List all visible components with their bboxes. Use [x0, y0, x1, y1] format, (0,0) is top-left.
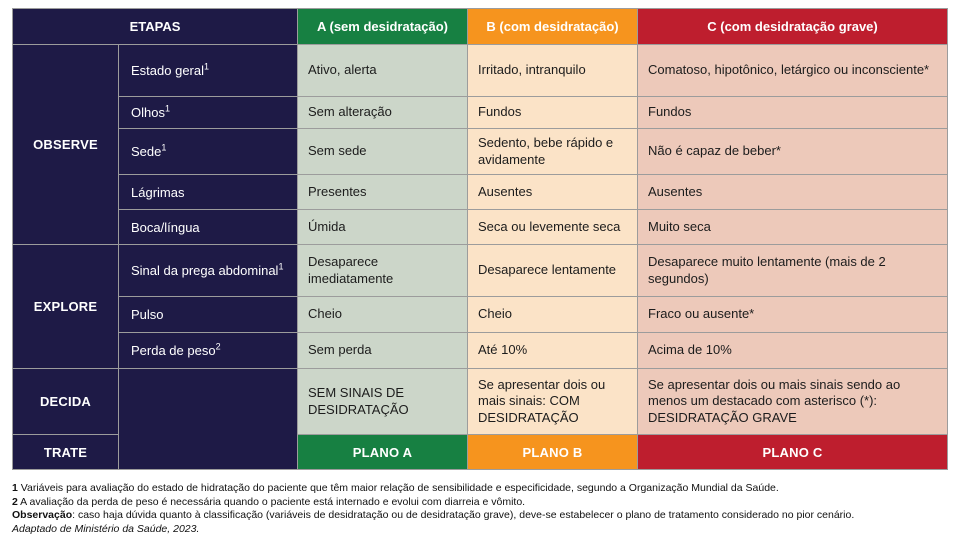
cell-sede-c: Não é capaz de beber* — [638, 129, 948, 175]
cell-boca-a: Úmida — [298, 210, 468, 245]
footnote-1-marker: 1 — [12, 482, 18, 494]
cell-estado-geral-a: Ativo, alerta — [298, 45, 468, 97]
table-row — [13, 45, 948, 97]
cell-olhos-b: Fundos — [468, 97, 638, 129]
row-label-text: Olhos — [131, 105, 165, 120]
footnote-2-text: A avaliação da perda de peso é necessária quando o paciente está internado e evolui com diarreia e vômito. — [17, 495, 526, 508]
header-col-b: B (com desidratação) — [468, 9, 638, 45]
row-label-perda-peso — [119, 333, 298, 369]
cell-lagrimas-c: Ausentes — [638, 175, 948, 210]
cell-estado-geral-c: Comatoso, hipotônico, letárgico ou inconsciente* — [638, 45, 948, 97]
header-row — [13, 9, 948, 45]
cell-pulso-b: Cheio — [468, 297, 638, 333]
table-row — [13, 333, 948, 369]
header-etapas: ETAPAS — [13, 9, 298, 45]
row-label-text: Pulso — [131, 307, 164, 322]
cell-plano-a: PLANO A — [298, 435, 468, 470]
row-label-text: Sinal da prega abdominal — [131, 263, 279, 278]
row-label-lagrimas — [119, 175, 298, 210]
cell-prega-b: Desaparece lentamente — [468, 245, 638, 297]
row-label-text: Estado geral — [131, 63, 204, 78]
header-col-a: A (sem desidratação) — [298, 9, 468, 45]
footnote-marker: 1 — [278, 261, 284, 272]
row-label-text: Perda de peso — [131, 343, 216, 358]
cell-sede-b: Sedento, bebe rápido e avidamente — [468, 129, 638, 175]
row-label-olhos — [119, 97, 298, 129]
cell-pulso-a: Cheio — [298, 297, 468, 333]
cell-olhos-c: Fundos — [638, 97, 948, 129]
footnote-source-text: Adaptado de Ministério da Saúde, 2023. — [12, 522, 200, 535]
footnote-marker: 2 — [215, 341, 221, 352]
footnote-observacao — [12, 509, 950, 523]
footnote-marker: 1 — [204, 61, 210, 72]
group-observe: OBSERVE — [13, 45, 119, 245]
cell-estado-geral-b: Irritado, intranquilo — [468, 45, 638, 97]
footnote-2 — [12, 496, 950, 510]
cell-decida-c: Se apresentar dois ou mais sinais sendo ao menos um destacado com asterisco (*): DESIDRATAÇÃO GRAVE — [638, 369, 948, 435]
row-label-boca-lingua — [119, 210, 298, 245]
table-row — [13, 210, 948, 245]
footnote-marker: 1 — [164, 103, 170, 114]
group-decida: DECIDA — [13, 369, 119, 435]
table-row — [13, 245, 948, 297]
cell-prega-a: Desaparece imediatamente — [298, 245, 468, 297]
cell-prega-c: Desaparece muito lentamente (mais de 2 segundos) — [638, 245, 948, 297]
footnote-1 — [12, 482, 950, 496]
group-trate: TRATE — [13, 435, 119, 470]
row-label-text: Boca/língua — [131, 219, 200, 235]
table-row — [13, 297, 948, 333]
table-row — [13, 175, 948, 210]
cell-peso-a: Sem perda — [298, 333, 468, 369]
cell-lagrimas-b: Ausentes — [468, 175, 638, 210]
cell-olhos-a: Sem alteração — [298, 97, 468, 129]
empty-spacer-cell — [119, 369, 298, 470]
group-explore: EXPLORE — [13, 245, 119, 369]
cell-plano-b: PLANO B — [468, 435, 638, 470]
table-row — [13, 129, 948, 175]
footnote-observacao-label: Observação — [12, 509, 73, 521]
footnote-marker: 1 — [161, 142, 167, 153]
footnote-observacao-text: : caso haja dúvida quanto à classificação (variáveis de desidratação ou de desidratação grave), deve-se estabelecer o plano de tratamento considerado no pior cenário. — [72, 509, 855, 521]
row-label-text: Lágrimas — [131, 184, 185, 200]
cell-decida-a: SEM SINAIS DE DESIDRATAÇÃO — [298, 369, 468, 435]
cell-sede-a: Sem sede — [298, 129, 468, 175]
cell-boca-b: Seca ou levemente seca — [468, 210, 638, 245]
footnote-source — [12, 523, 950, 537]
cell-peso-c: Acima de 10% — [638, 333, 948, 369]
cell-pulso-c: Fraco ou ausente* — [638, 297, 948, 333]
row-label-prega-abdominal — [119, 245, 298, 297]
row-label-estado-geral — [119, 45, 298, 97]
row-label-pulso — [119, 297, 298, 333]
footnote-2-marker: 2 — [12, 495, 18, 508]
footnote-1-text: Variáveis para avaliação do estado de hidratação do paciente que têm maior relação de sensibilidade e especificidade, segundo a Organização Mundial da Saúde. — [17, 482, 779, 494]
cell-decida-b: Se apresentar dois ou mais sinais: COM DESIDRATAÇÃO — [468, 369, 638, 435]
dehydration-classification-table — [12, 8, 948, 470]
cell-peso-b: Até 10% — [468, 333, 638, 369]
footnotes — [12, 482, 950, 536]
cell-plano-c: PLANO C — [638, 435, 948, 470]
row-label-text: Sede — [131, 144, 162, 159]
header-col-c: C (com desidratação grave) — [638, 9, 948, 45]
row-label-sede — [119, 129, 298, 175]
table-row — [13, 97, 948, 129]
cell-lagrimas-a: Presentes — [298, 175, 468, 210]
cell-boca-c: Muito seca — [638, 210, 948, 245]
table-row — [13, 369, 948, 435]
